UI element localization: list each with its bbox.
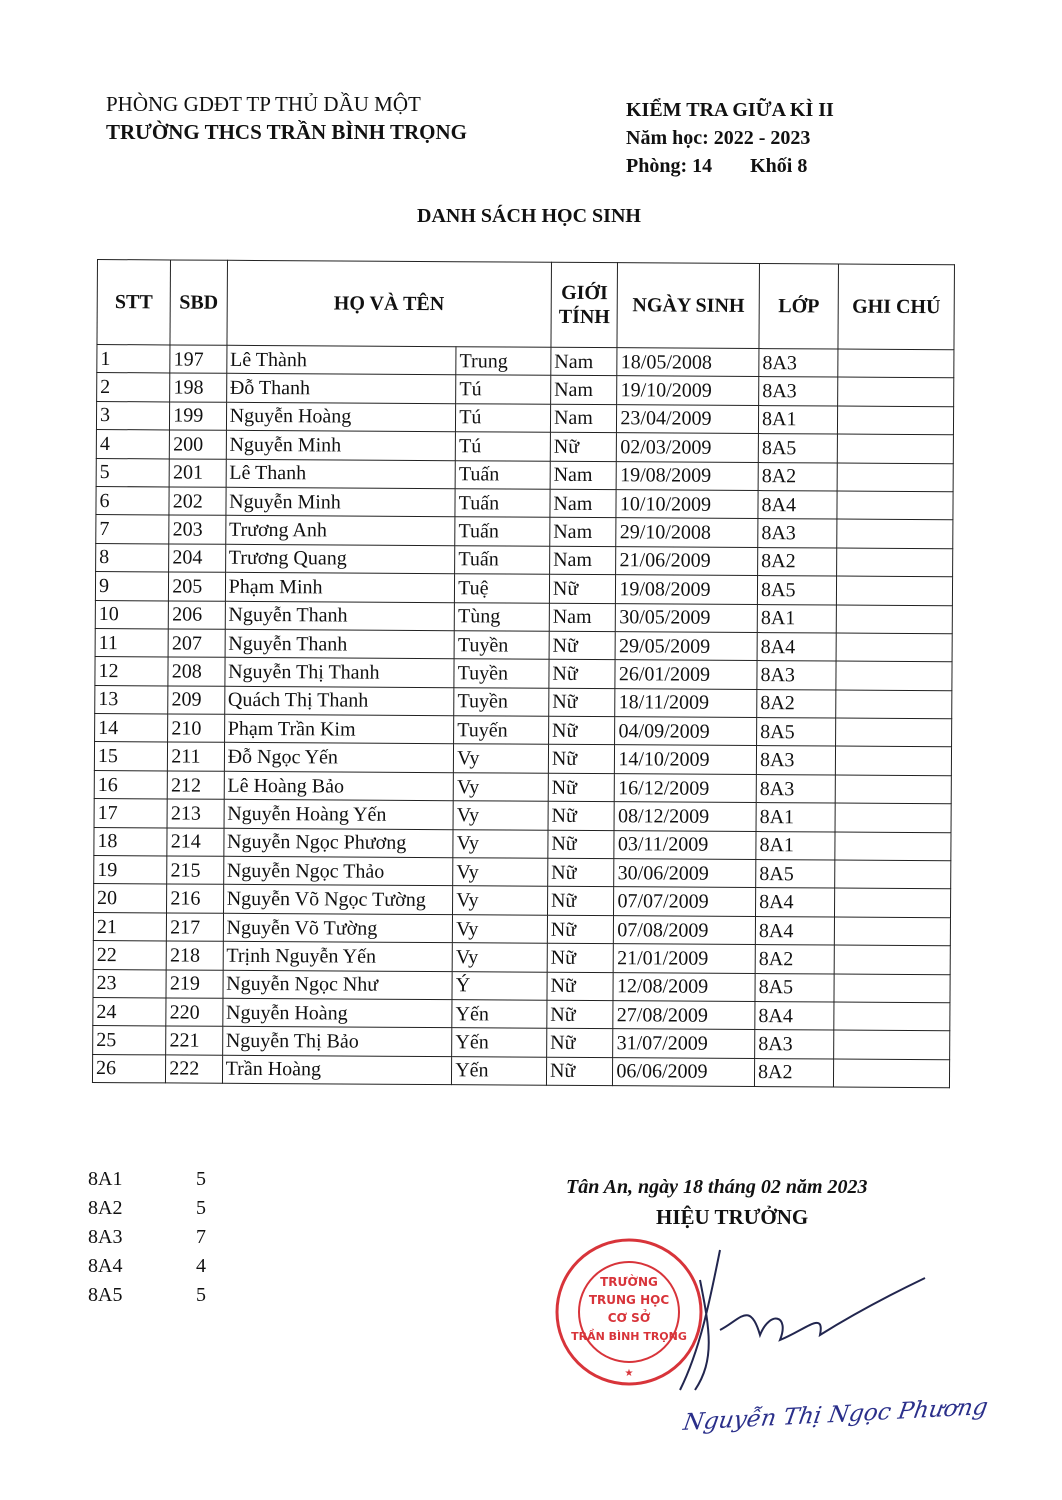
cell-gt: Nam bbox=[549, 603, 616, 632]
cell-gc bbox=[835, 832, 951, 861]
cell-gt: Nữ bbox=[547, 972, 614, 1001]
table-row bbox=[92, 1054, 949, 1088]
signature-icon bbox=[640, 1240, 930, 1400]
cell-gc bbox=[834, 1030, 950, 1059]
cell-sbd: 200 bbox=[170, 430, 227, 459]
cell-gt: Nữ bbox=[548, 716, 615, 745]
school-year: Năm học: 2022 - 2023 bbox=[626, 127, 811, 149]
header-stt: STT bbox=[97, 260, 171, 345]
cell-stt: 11 bbox=[95, 628, 168, 657]
cell-gt: Nam bbox=[550, 518, 617, 547]
cell-lop: 8A1 bbox=[756, 831, 835, 860]
cell-ns: 26/01/2009 bbox=[615, 660, 757, 689]
cell-ns: 19/10/2009 bbox=[617, 376, 759, 405]
cell-ho: Nguyễn Ngọc Như bbox=[223, 970, 453, 1000]
cell-ten: Vy bbox=[454, 744, 549, 773]
cell-gt: Nữ bbox=[548, 802, 615, 831]
cell-ns: 30/05/2009 bbox=[616, 603, 758, 632]
cell-lop: 8A3 bbox=[758, 519, 837, 548]
cell-gc bbox=[834, 974, 950, 1003]
cell-ten: Tuấn bbox=[455, 460, 550, 489]
cell-ho: Lê Thanh bbox=[226, 459, 456, 489]
cell-ho: Phạm Trần Kim bbox=[224, 714, 454, 744]
cell-sbd: 198 bbox=[170, 373, 227, 402]
cell-gt: Nữ bbox=[547, 1029, 614, 1058]
cell-ten: Tú bbox=[456, 403, 551, 432]
cell-ho: Nguyễn Ngọc Thảo bbox=[223, 856, 453, 886]
cell-gt: Nữ bbox=[549, 631, 616, 660]
cell-lop: 8A3 bbox=[759, 349, 838, 378]
cell-ho: Lê Thành bbox=[226, 345, 456, 375]
cell-gc bbox=[836, 605, 952, 634]
cell-gc bbox=[836, 690, 952, 719]
cell-sbd: 215 bbox=[167, 856, 224, 885]
cell-ho: Nguyễn Võ Ngọc Tường bbox=[223, 885, 453, 915]
cell-stt: 26 bbox=[92, 1054, 165, 1083]
summary-row: 8A5 5 bbox=[88, 1284, 206, 1306]
cell-gt: Nữ bbox=[548, 773, 615, 802]
cell-stt: 8 bbox=[96, 543, 169, 572]
cell-ns: 03/11/2009 bbox=[614, 830, 756, 859]
cell-ns: 02/03/2009 bbox=[617, 433, 759, 462]
page-title: DANH SÁCH HỌC SINH bbox=[417, 205, 641, 227]
room-grade-line bbox=[626, 152, 834, 180]
cell-stt: 18 bbox=[94, 827, 167, 856]
cell-gt: Nữ bbox=[549, 574, 616, 603]
cell-lop: 8A3 bbox=[755, 1030, 834, 1059]
cell-ten: Yến bbox=[452, 1028, 547, 1057]
cell-ho: Nguyễn Hoàng bbox=[222, 998, 452, 1028]
cell-ten: Tuyền bbox=[454, 687, 549, 716]
header-note: GHI CHÚ bbox=[838, 264, 954, 350]
cell-ten: Tùng bbox=[454, 602, 549, 631]
cell-gt: Nam bbox=[551, 347, 618, 376]
cell-ten: Vy bbox=[453, 886, 548, 915]
cell-gt: Nữ bbox=[547, 1000, 614, 1029]
cell-stt: 3 bbox=[96, 401, 169, 430]
cell-ten: Vy bbox=[453, 914, 548, 943]
cell-gc bbox=[834, 1002, 950, 1031]
room-label: Phòng: 14 bbox=[626, 155, 713, 177]
header-left bbox=[106, 90, 467, 146]
cell-stt: 21 bbox=[93, 912, 166, 941]
cell-gc bbox=[837, 434, 953, 463]
cell-ns: 29/10/2008 bbox=[616, 518, 758, 547]
cell-gc bbox=[837, 519, 953, 548]
cell-lop: 8A4 bbox=[758, 490, 837, 519]
cell-lop: 8A5 bbox=[756, 860, 835, 889]
cell-ho: Nguyễn Thanh bbox=[225, 601, 455, 631]
cell-ns: 10/10/2009 bbox=[616, 490, 758, 519]
cell-lop: 8A4 bbox=[755, 1002, 834, 1031]
cell-ho: Lê Hoàng Bảo bbox=[224, 771, 454, 801]
cell-gt: Nữ bbox=[549, 688, 616, 717]
svg-text:TRẦN BÌNH TRỌNG: TRẦN BÌNH TRỌNG bbox=[571, 1330, 687, 1343]
cell-lop: 8A1 bbox=[756, 803, 835, 832]
header-class: LỚP bbox=[759, 264, 839, 349]
cell-ten: Tú bbox=[455, 432, 550, 461]
cell-stt: 22 bbox=[93, 941, 166, 970]
cell-stt: 16 bbox=[94, 770, 167, 799]
cell-lop: 8A1 bbox=[757, 604, 836, 633]
cell-ten: Vy bbox=[452, 943, 547, 972]
cell-gc bbox=[835, 775, 951, 804]
cell-ns: 31/07/2009 bbox=[613, 1029, 755, 1058]
cell-ten: Vy bbox=[453, 801, 548, 830]
cell-ho: Nguyễn Hoàng bbox=[226, 402, 456, 432]
cell-ns: 18/05/2008 bbox=[617, 348, 759, 377]
cell-gt: Nam bbox=[551, 376, 618, 405]
cell-ns: 21/06/2009 bbox=[616, 546, 758, 575]
cell-ten: Yến bbox=[452, 1056, 547, 1085]
cell-gt: Nữ bbox=[548, 830, 615, 859]
cell-gc bbox=[836, 718, 952, 747]
cell-ten: Vy bbox=[453, 829, 548, 858]
cell-gt: Nữ bbox=[547, 915, 614, 944]
cell-lop: 8A2 bbox=[755, 945, 834, 974]
cell-ns: 06/06/2009 bbox=[613, 1057, 755, 1086]
cell-lop: 8A5 bbox=[758, 434, 837, 463]
cell-lop: 8A3 bbox=[756, 746, 835, 775]
cell-ho: Trịnh Nguyễn Yến bbox=[223, 941, 453, 971]
cell-ten: Tú bbox=[456, 375, 551, 404]
cell-gc bbox=[837, 576, 953, 605]
header-sbd: SBD bbox=[170, 260, 227, 345]
cell-lop: 8A3 bbox=[757, 661, 836, 690]
cell-sbd: 197 bbox=[170, 345, 227, 374]
cell-ho: Nguyễn Minh bbox=[226, 487, 456, 517]
cell-sbd: 222 bbox=[166, 1055, 223, 1084]
header-name: HỌ VÀ TÊN bbox=[227, 260, 552, 347]
cell-stt: 15 bbox=[94, 742, 167, 771]
cell-ten: Tuấn bbox=[455, 517, 550, 546]
summary-row: 8A4 4 bbox=[88, 1255, 206, 1277]
cell-ten: Ý bbox=[452, 971, 547, 1000]
cell-ns: 27/08/2009 bbox=[613, 1001, 755, 1030]
svg-text:TRUNG HỌC: TRUNG HỌC bbox=[588, 1293, 670, 1307]
cell-ten: Tuấn bbox=[455, 489, 550, 518]
cell-ho: Trương Anh bbox=[225, 516, 455, 546]
cell-ns: 07/07/2009 bbox=[614, 887, 756, 916]
cell-sbd: 204 bbox=[169, 544, 226, 573]
cell-gc bbox=[834, 945, 950, 974]
cell-stt: 23 bbox=[93, 969, 166, 998]
cell-sbd: 211 bbox=[168, 742, 225, 771]
cell-ten: Trung bbox=[456, 347, 551, 376]
cell-ho: Nguyễn Thanh bbox=[225, 629, 455, 659]
cell-ten: Tuyền bbox=[454, 659, 549, 688]
cell-stt: 1 bbox=[97, 345, 170, 374]
svg-text:TRƯỜNG: TRƯỜNG bbox=[600, 1275, 658, 1289]
cell-ns: 30/06/2009 bbox=[614, 859, 756, 888]
cell-gc bbox=[837, 463, 953, 492]
cell-stt: 6 bbox=[96, 486, 169, 515]
cell-sbd: 216 bbox=[167, 884, 224, 913]
cell-lop: 8A4 bbox=[755, 916, 834, 945]
school-name: TRƯỜNG THCS TRẦN BÌNH TRỌNG bbox=[106, 120, 467, 144]
cell-ns: 21/01/2009 bbox=[614, 944, 756, 973]
cell-gc bbox=[838, 406, 954, 435]
cell-stt: 10 bbox=[95, 600, 168, 629]
cell-sbd: 218 bbox=[166, 941, 223, 970]
cell-stt: 13 bbox=[95, 685, 168, 714]
cell-ho: Nguyễn Hoàng Yến bbox=[224, 800, 454, 830]
cell-ns: 19/08/2009 bbox=[617, 461, 759, 490]
cell-ten: Vy bbox=[453, 773, 548, 802]
cell-ten: Tuệ bbox=[455, 574, 550, 603]
cell-ho: Nguyễn Thị Thanh bbox=[225, 658, 455, 688]
cell-lop: 8A1 bbox=[758, 405, 837, 434]
table-body bbox=[92, 345, 953, 1088]
cell-ten: Yến bbox=[452, 1000, 547, 1029]
table-header-row bbox=[97, 260, 955, 350]
cell-ten: Tuyền bbox=[454, 631, 549, 660]
grade-label: Khối 8 bbox=[750, 155, 808, 177]
cell-stt: 25 bbox=[93, 1026, 166, 1055]
student-table bbox=[92, 259, 955, 1088]
cell-ho: Đỗ Thanh bbox=[226, 374, 456, 404]
header-dob: NGÀY SINH bbox=[617, 263, 759, 349]
cell-stt: 4 bbox=[96, 430, 169, 459]
cell-ho: Nguyễn Ngọc Phương bbox=[223, 828, 453, 858]
cell-lop: 8A5 bbox=[757, 576, 836, 605]
cell-stt: 14 bbox=[95, 714, 168, 743]
cell-lop: 8A4 bbox=[757, 632, 836, 661]
cell-sbd: 220 bbox=[166, 998, 223, 1027]
cell-sbd: 221 bbox=[166, 1026, 223, 1055]
summary-row: 8A2 5 bbox=[88, 1197, 206, 1219]
signer-name: Nguyễn Thị Ngọc Phương bbox=[681, 1394, 990, 1436]
cell-lop: 8A3 bbox=[759, 377, 838, 406]
cell-lop: 8A3 bbox=[756, 774, 835, 803]
cell-gt: Nữ bbox=[549, 660, 616, 689]
cell-sbd: 203 bbox=[169, 515, 226, 544]
cell-ns: 14/10/2009 bbox=[615, 745, 757, 774]
cell-ten: Tuấn bbox=[455, 545, 550, 574]
cell-ns: 29/05/2009 bbox=[615, 632, 757, 661]
cell-gc bbox=[837, 548, 953, 577]
cell-ten: Tuyến bbox=[454, 716, 549, 745]
cell-ns: 18/11/2009 bbox=[615, 688, 757, 717]
cell-gt: Nữ bbox=[548, 858, 615, 887]
cell-gc bbox=[836, 633, 952, 662]
header-gender: GIỚI TÍNH bbox=[551, 262, 618, 347]
svg-text:CƠ SỞ: CƠ SỞ bbox=[607, 1311, 651, 1325]
cell-lop: 8A2 bbox=[758, 462, 837, 491]
cell-lop: 8A2 bbox=[755, 1058, 834, 1087]
cell-ns: 19/08/2009 bbox=[616, 575, 758, 604]
svg-text:★: ★ bbox=[624, 1368, 634, 1379]
cell-gc bbox=[834, 917, 950, 946]
summary-row: 8A1 5 bbox=[88, 1168, 206, 1190]
cell-ns: 08/12/2009 bbox=[614, 802, 756, 831]
header-right bbox=[626, 96, 834, 180]
department-name: PHÒNG GDĐT TP THỦ DẦU MỘT bbox=[106, 92, 421, 116]
cell-sbd: 217 bbox=[167, 913, 224, 942]
exam-name: KIỂM TRA GIỮA KÌ II bbox=[626, 99, 834, 121]
cell-lop: 8A2 bbox=[757, 689, 836, 718]
cell-gc bbox=[838, 377, 954, 406]
cell-ho: Trương Quang bbox=[225, 544, 455, 574]
cell-gt: Nam bbox=[550, 461, 617, 490]
class-summary bbox=[88, 1165, 206, 1310]
cell-ns: 23/04/2009 bbox=[617, 404, 759, 433]
cell-stt: 9 bbox=[95, 572, 168, 601]
cell-stt: 5 bbox=[96, 458, 169, 487]
cell-stt: 24 bbox=[93, 997, 166, 1026]
cell-stt: 20 bbox=[94, 884, 167, 913]
cell-lop: 8A5 bbox=[757, 718, 836, 747]
cell-gc bbox=[836, 746, 952, 775]
cell-stt: 2 bbox=[97, 373, 170, 402]
cell-sbd: 208 bbox=[168, 657, 225, 686]
cell-gt: Nữ bbox=[547, 943, 614, 972]
cell-ho: Nguyễn Minh bbox=[226, 430, 456, 460]
cell-ns: 16/12/2009 bbox=[615, 774, 757, 803]
cell-ten: Vy bbox=[453, 858, 548, 887]
cell-stt: 19 bbox=[94, 856, 167, 885]
cell-stt: 7 bbox=[96, 515, 169, 544]
cell-gt: Nam bbox=[550, 546, 617, 575]
cell-gt: Nam bbox=[550, 489, 617, 518]
signature-date: Tân An, ngày 18 tháng 02 năm 2023 bbox=[566, 1176, 868, 1198]
cell-sbd: 219 bbox=[166, 970, 223, 999]
cell-ho: Trần Hoàng bbox=[222, 1055, 452, 1085]
summary-row: 8A3 7 bbox=[88, 1226, 206, 1248]
cell-sbd: 202 bbox=[169, 487, 226, 516]
cell-ho: Phạm Minh bbox=[225, 572, 455, 602]
cell-stt: 17 bbox=[94, 799, 167, 828]
cell-lop: 8A2 bbox=[758, 547, 837, 576]
cell-ho: Quách Thị Thanh bbox=[224, 686, 454, 716]
cell-lop: 8A4 bbox=[756, 888, 835, 917]
cell-gt: Nữ bbox=[550, 432, 617, 461]
cell-gc bbox=[837, 491, 953, 520]
cell-ns: 04/09/2009 bbox=[615, 717, 757, 746]
cell-gc bbox=[834, 1059, 950, 1088]
cell-sbd: 212 bbox=[167, 771, 224, 800]
cell-gt: Nam bbox=[550, 404, 617, 433]
cell-sbd: 206 bbox=[169, 600, 226, 629]
cell-gt: Nữ bbox=[546, 1057, 613, 1086]
cell-gc bbox=[835, 860, 951, 889]
cell-ho: Đỗ Ngọc Yến bbox=[224, 743, 454, 773]
cell-sbd: 207 bbox=[168, 629, 225, 658]
cell-sbd: 214 bbox=[167, 828, 224, 857]
cell-gc bbox=[835, 888, 951, 917]
cell-sbd: 213 bbox=[167, 799, 224, 828]
cell-gt: Nữ bbox=[548, 745, 615, 774]
cell-sbd: 209 bbox=[168, 686, 225, 715]
cell-ns: 12/08/2009 bbox=[613, 972, 755, 1001]
cell-gc bbox=[838, 349, 954, 378]
signature-role: HIỆU TRƯỞNG bbox=[656, 1205, 809, 1229]
cell-sbd: 199 bbox=[170, 402, 227, 431]
cell-ho: Nguyễn Thị Bảo bbox=[222, 1027, 452, 1057]
cell-lop: 8A5 bbox=[755, 973, 834, 1002]
cell-stt: 12 bbox=[95, 657, 168, 686]
cell-ns: 07/08/2009 bbox=[614, 915, 756, 944]
cell-sbd: 210 bbox=[168, 714, 225, 743]
cell-sbd: 205 bbox=[169, 572, 226, 601]
cell-gt: Nữ bbox=[547, 887, 614, 916]
cell-gc bbox=[836, 661, 952, 690]
cell-sbd: 201 bbox=[169, 459, 226, 488]
cell-ho: Nguyễn Võ Tường bbox=[223, 913, 453, 943]
cell-gc bbox=[835, 803, 951, 832]
